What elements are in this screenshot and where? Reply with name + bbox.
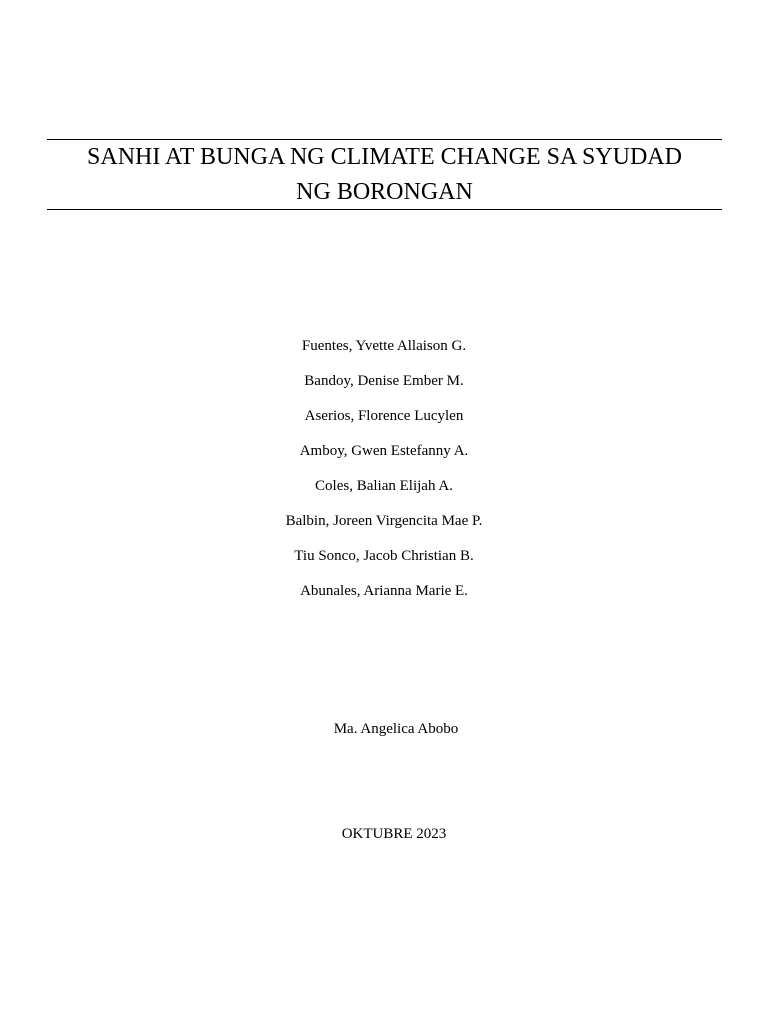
author-name: Coles, Balian Elijah A. xyxy=(315,478,453,494)
author-name: Bandoy, Denise Ember M. xyxy=(304,373,464,389)
title-line-1: SANHI AT BUNGA NG CLIMATE CHANGE SA SYUDAD xyxy=(87,144,682,170)
document-date: OKTUBRE 2023 xyxy=(341,826,447,842)
author-name: Aserios, Florence Lucylen xyxy=(304,408,464,424)
author-list xyxy=(0,336,768,616)
adviser-name: Ma. Angelica Abobo xyxy=(333,721,459,737)
title-bottom-rule xyxy=(47,209,722,210)
author-name: Abunales, Arianna Marie E. xyxy=(300,583,468,599)
page-title xyxy=(47,140,722,210)
title-line-2: NG BORONGAN xyxy=(296,179,473,205)
author-name: Tiu Sonco, Jacob Christian B. xyxy=(294,548,474,564)
author-name: Balbin, Joreen Virgencita Mae P. xyxy=(285,513,483,529)
author-name: Fuentes, Yvette Allaison G. xyxy=(301,338,467,354)
author-name: Amboy, Gwen Estefanny A. xyxy=(299,443,469,459)
